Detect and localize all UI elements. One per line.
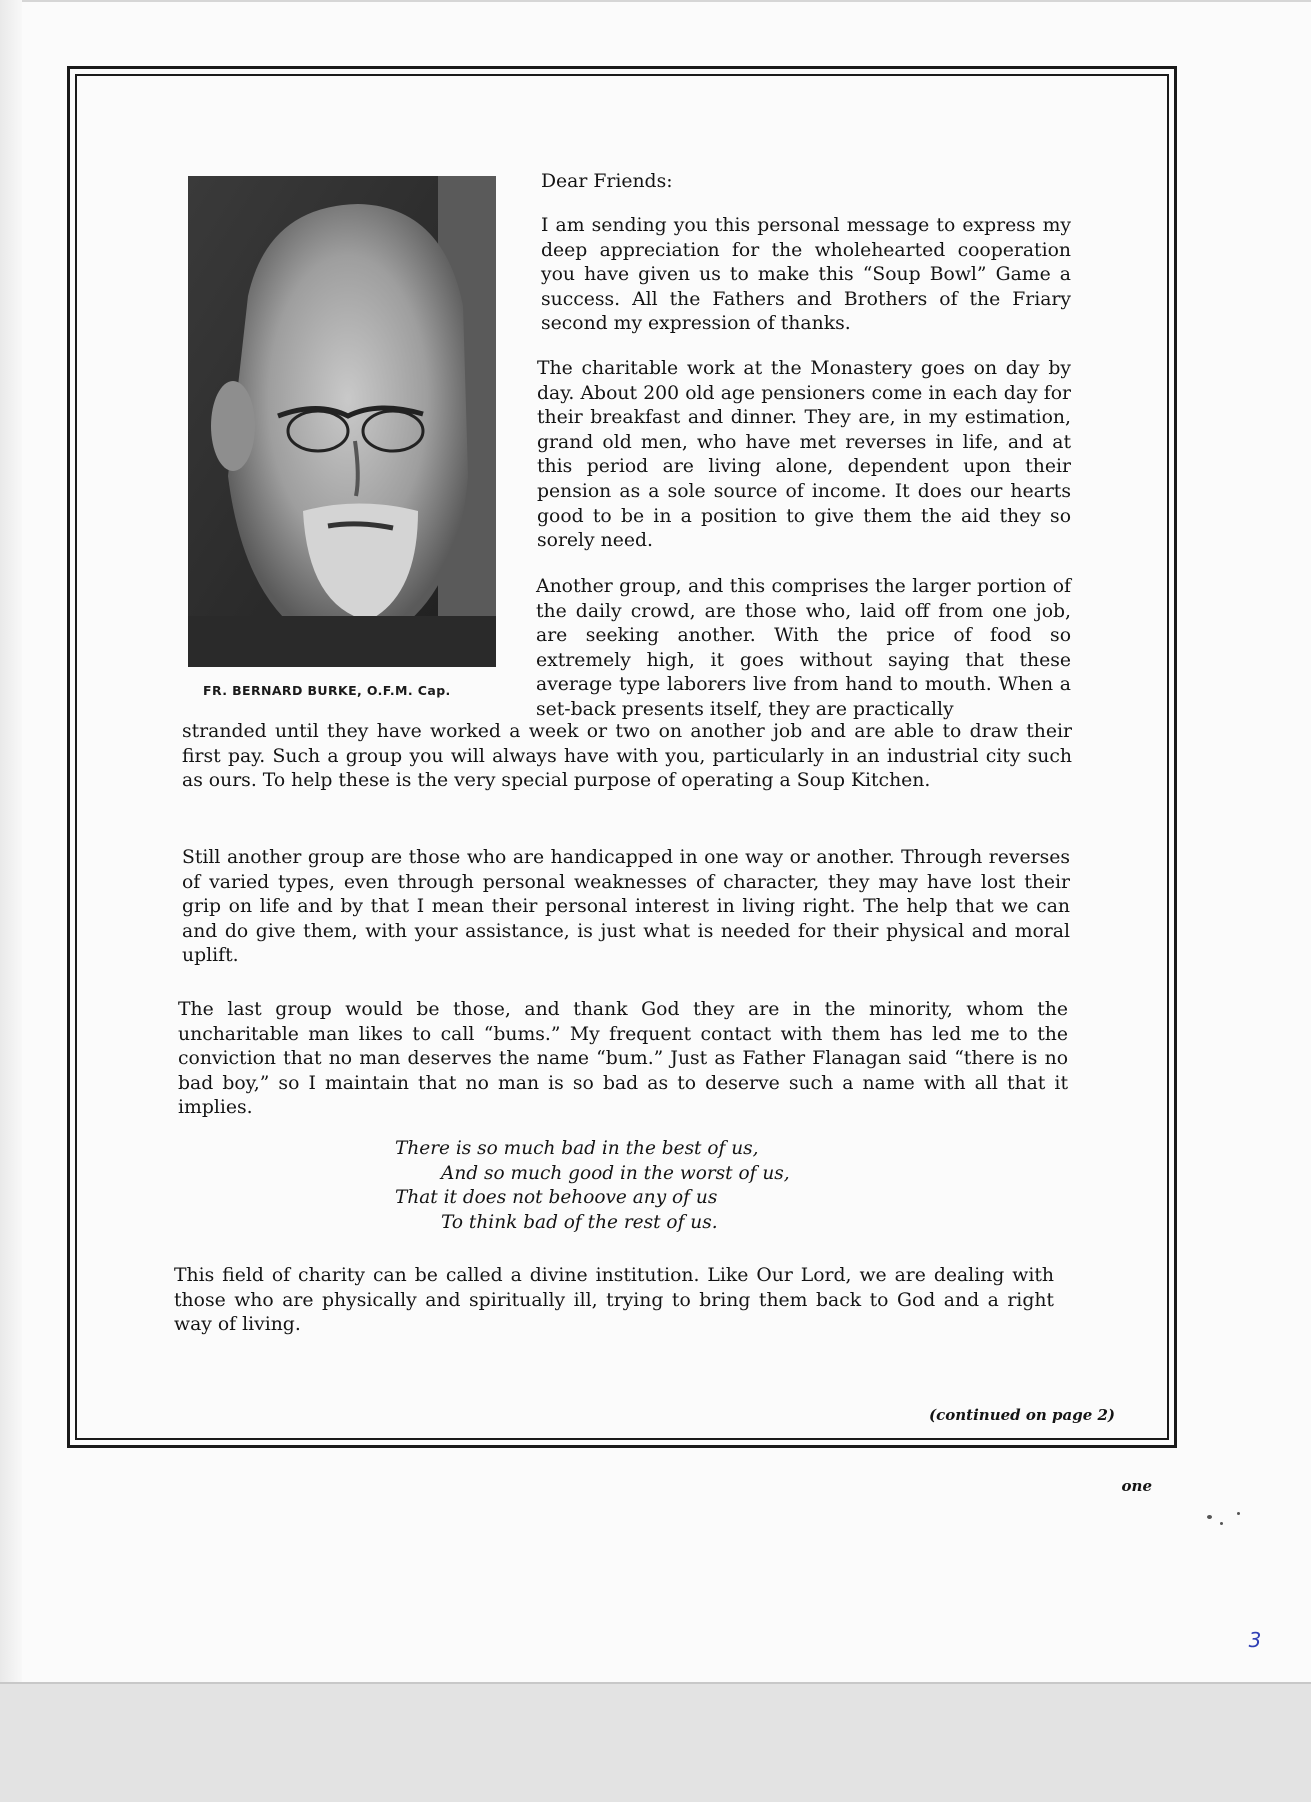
scan-speck [1220, 1522, 1223, 1525]
scan-edge-top [0, 0, 1311, 2]
scanner-bed [0, 1682, 1311, 1802]
portrait-photo [188, 176, 496, 667]
folio-page-number: one [1121, 1477, 1152, 1495]
closing-paragraph: This field of charity can be called a divine institution. Like Our Lord, we are dealing with those who are physically and spiritually ill, trying to bring them back to God and a right way of living. [174, 1265, 1054, 1336]
paragraph: The charitable work at the Monastery goes on day by day. About 200 old age pensioners come in each day for their breakfast and dinner. They are, in my estimation, grand old men, who have met reverses in life, and at this period are living alone, dependent upon their pension as a sole source of income. It does our hearts good to be in a position to give them the aid they so sorely need. [537, 358, 1071, 552]
scan-speck [1207, 1515, 1212, 1519]
poem [395, 1137, 895, 1235]
paragraph: Another group, and this comprises the larger portion of the daily crowd, are those who, laid off from one job, are seeking another. With the price of food so extremely high, it goes without saying that these average type laborers live from hand to mouth. When a set-back presents itself, they are practically [536, 576, 1071, 720]
scan-speck [1237, 1512, 1240, 1515]
poem-line: To think bad of the rest of us. [441, 1211, 718, 1233]
handwritten-page-number: 3 [1248, 1628, 1262, 1652]
poem-line: And so much good in the worst of us, [441, 1162, 790, 1184]
paragraph: Still another group are those who are handicapped in one way or another. Through reverses of varied types, even through personal weaknesses of character, they may have lost their grip on life and by that I mean their personal interest in living right. The help that we can and do give them, with your assistance, is just what is needed for their physical and moral uplift. [182, 847, 1070, 967]
salutation: Dear Friends: [541, 171, 673, 192]
paragraph: I am sending you this personal message to express my deep appreciation for the wholehearted cooperation you have given us to make this “Soup Bowl” Game a success. All the Fathers and Brothers of the Friary second my expression of thanks. [541, 215, 1071, 335]
portrait-image [188, 176, 496, 667]
paragraph: The last group would be those, and thank God they are in the minority, whom the uncharitable man likes to call “bums.” My frequent contact with them has led me to the conviction that no man deserves the name “bum.” Just as Father Flanagan said “there is no bad boy,” so I maintain that no man is so bad as to deserve such a name with all that it implies. [178, 999, 1068, 1119]
photo-caption: FR. BERNARD BURKE, O.F.M. Cap. [203, 683, 451, 698]
poem-line: There is so much bad in the best of us, [395, 1138, 759, 1159]
scan-edge-left [0, 0, 22, 1800]
continued-note: (continued on page 2) [929, 1406, 1115, 1424]
paragraph: stranded until they have worked a week or two on another job and are able to draw their first pay. Such a group you will always have with you, particularly in an industrial city such as ours. To help these is the very special purpose of operating a Soup Kitchen. [182, 721, 1072, 792]
poem-line: That it does not behoove any of us [395, 1187, 718, 1208]
